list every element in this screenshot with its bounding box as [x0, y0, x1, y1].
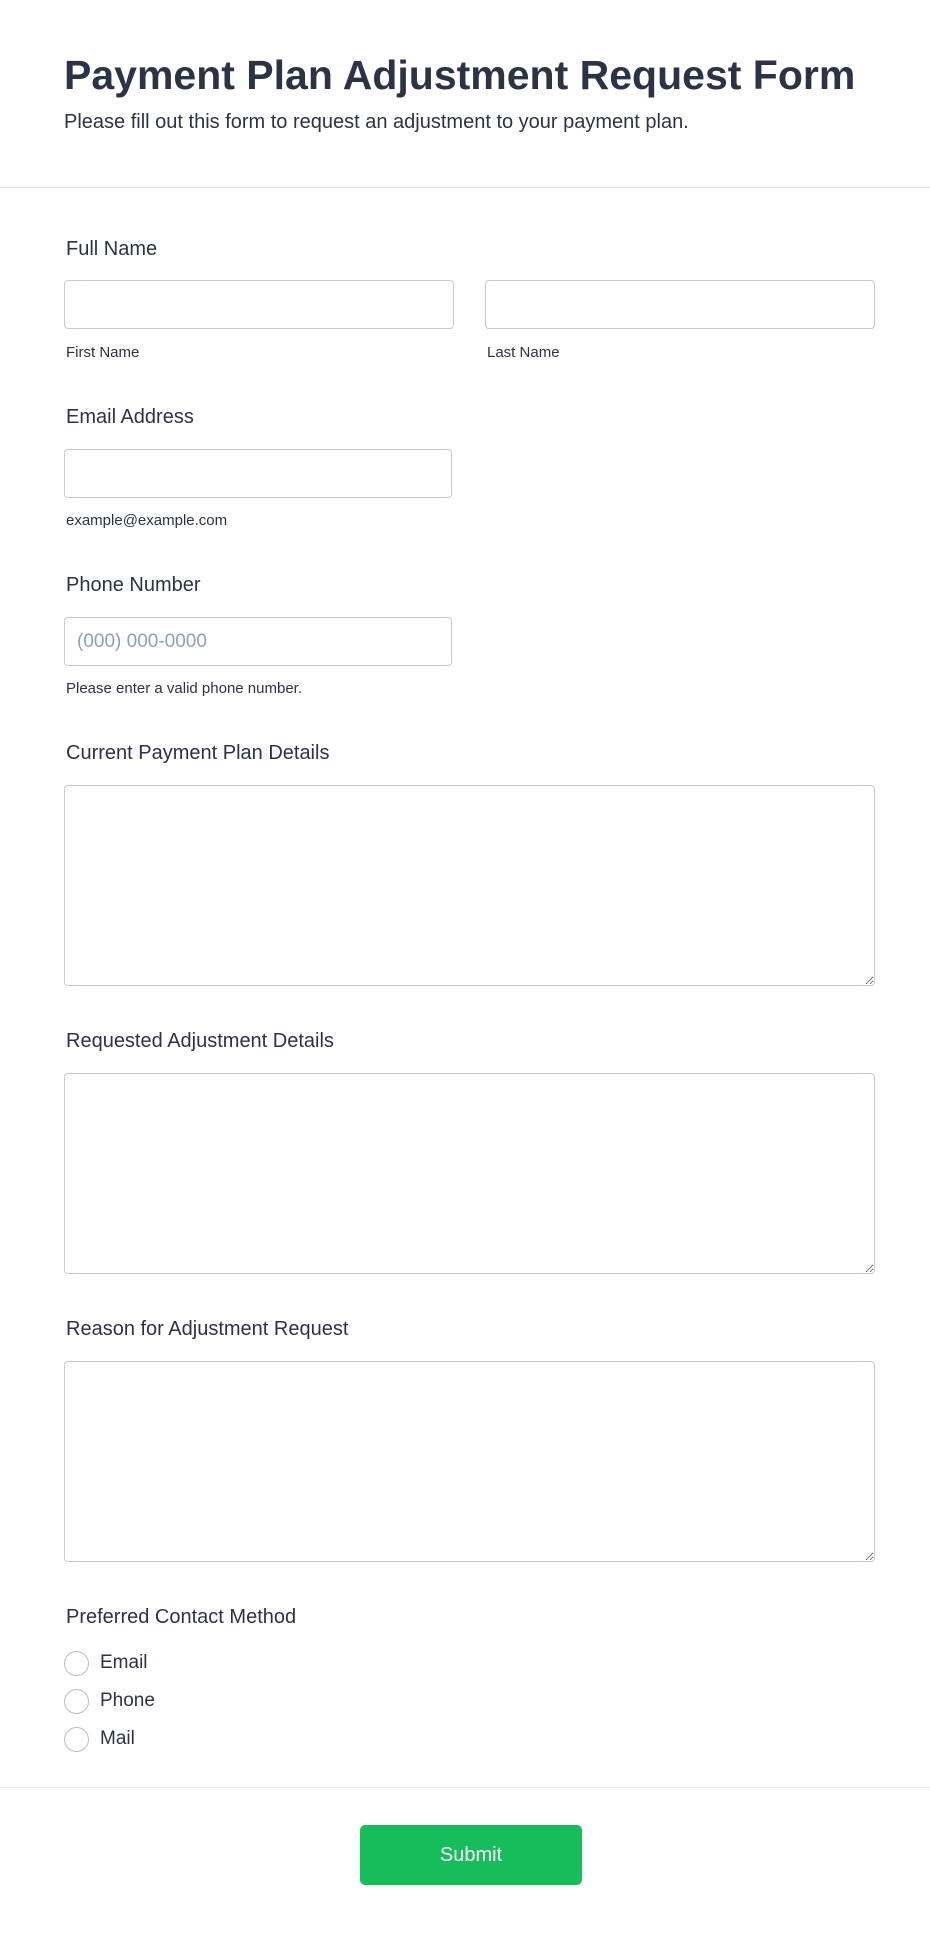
- requested-adjustment-textarea[interactable]: [64, 1073, 875, 1274]
- radio-option-phone[interactable]: [64, 1688, 155, 1714]
- last-name-input[interactable]: [485, 280, 875, 329]
- radio-button-icon[interactable]: [64, 1651, 89, 1676]
- phone-sublabel: Please enter a valid phone number.: [66, 680, 302, 697]
- submit-button[interactable]: Submit: [360, 1825, 582, 1885]
- phone-label: Phone Number: [66, 574, 201, 596]
- last-name-sublabel: Last Name: [487, 344, 560, 361]
- email-input[interactable]: [64, 449, 452, 498]
- reason-textarea[interactable]: [64, 1361, 875, 1562]
- first-name-sublabel: First Name: [66, 344, 140, 361]
- current-plan-textarea[interactable]: [64, 785, 875, 986]
- phone-input[interactable]: [64, 617, 452, 666]
- full-name-label: Full Name: [66, 238, 158, 260]
- email-label: Email Address: [66, 406, 194, 428]
- radio-label: Phone: [100, 1690, 155, 1711]
- footer-divider: [0, 1787, 930, 1788]
- radio-option-mail[interactable]: [64, 1726, 135, 1752]
- current-plan-label: Current Payment Plan Details: [66, 742, 330, 764]
- page-subtitle: Please fill out this form to request an adjustment to your payment plan.: [64, 111, 689, 133]
- form-header: [0, 0, 930, 188]
- first-name-input[interactable]: [64, 280, 454, 329]
- radio-label: Mail: [100, 1728, 135, 1749]
- contact-method-label: Preferred Contact Method: [66, 1606, 297, 1628]
- page-title: Payment Plan Adjustment Request Form: [64, 52, 856, 98]
- radio-button-icon[interactable]: [64, 1727, 89, 1752]
- radio-button-icon[interactable]: [64, 1689, 89, 1714]
- requested-adjustment-label: Requested Adjustment Details: [66, 1030, 334, 1052]
- reason-label: Reason for Adjustment Request: [66, 1318, 349, 1340]
- email-sublabel: example@example.com: [66, 512, 228, 529]
- radio-label: Email: [100, 1652, 148, 1673]
- radio-option-email[interactable]: [64, 1650, 148, 1676]
